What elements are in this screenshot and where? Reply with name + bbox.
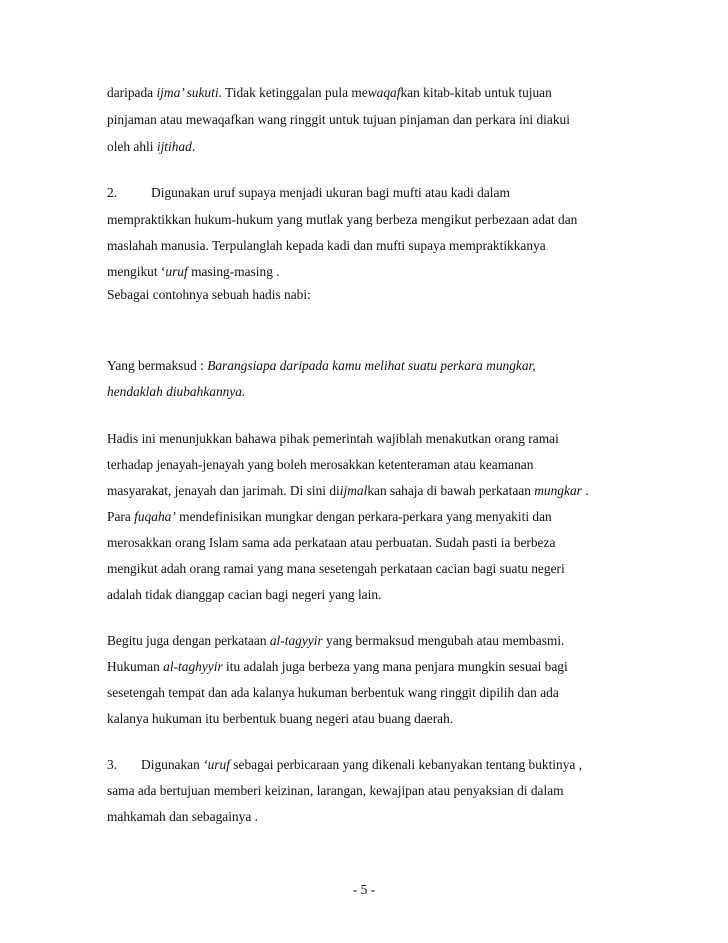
text-span: oleh ahli <box>107 139 157 154</box>
text-span: Sebagai contohnya sebuah hadis nabi: <box>107 287 311 302</box>
text-span: Tidak ketinggalan pula me <box>221 85 368 100</box>
text-span: masing-masing . <box>187 264 280 279</box>
text-line <box>107 809 258 825</box>
italic-term: hendaklah diubahkannya. <box>107 384 246 399</box>
text-span: adalah tidak dianggap cacian bagi negeri yang lain. <box>107 587 382 602</box>
text-span: merosakkan orang Islam sama ada perkataan atau perbuatan. Sudah pasti ia berbeza <box>107 535 556 550</box>
text-span: sebagai perbicaraan yang dikenali kebanyakan tentang buktinya , <box>229 757 583 772</box>
italic-term: ‘uruf <box>203 757 230 772</box>
text-span: Begitu juga dengan perkataan <box>107 633 270 648</box>
text-line <box>107 287 311 303</box>
text-line <box>107 212 577 228</box>
text-span: Hukuman <box>107 659 164 674</box>
text-span: . <box>581 483 589 498</box>
italic-term: ijtihad <box>156 139 192 154</box>
italic-term: al-taghyyir <box>163 659 223 674</box>
text-line <box>107 561 565 577</box>
text-line <box>107 509 552 525</box>
text-line <box>107 384 245 400</box>
text-span: . <box>191 139 196 154</box>
text-span: sama ada bertujuan memberi keizinan, larangan, kewajipan atau penyaksian di dalam <box>107 783 564 798</box>
text-span: mempraktikkan hukum-hukum yang mutlak yang berbeza mengikut perbezaan adat dan <box>107 212 578 227</box>
italic-term: al-tagyyir <box>269 633 323 648</box>
text-span: pinjaman atau mewaqafkan wang ringgit untuk tujuan pinjaman dan perkara ini diakui <box>107 112 570 127</box>
text-line <box>107 711 453 727</box>
text-span: yang bermaksud mengubah atau membasmi. <box>322 633 565 648</box>
text-span: mendefinisikan mungkar dengan perkara-perkara yang menyakiti dan <box>175 509 552 524</box>
text-span: Digunakan <box>141 757 204 772</box>
text-span: maslahah manusia. Terpulanglah kepada kadi dan mufti supaya mempraktikkanya <box>107 238 546 253</box>
text-span: masyarakat, jenayah dan jarimah. Di sini di <box>107 483 340 498</box>
text-line <box>107 587 381 603</box>
text-line <box>107 783 564 799</box>
text-line <box>107 112 570 128</box>
text-span: mengikut ‘ <box>107 264 166 279</box>
text-span: terhadap jenayah-jenayah yang boleh merosakkan ketenteraman atau keamanan <box>107 457 534 472</box>
text-line <box>107 85 552 101</box>
text-span: kan sahaja di bawah perkataan <box>367 483 535 498</box>
text-line <box>107 483 589 499</box>
text-span: kalanya hukuman itu berbentuk buang negeri atau buang daerah. <box>107 711 454 726</box>
italic-term: ijmal <box>339 483 368 498</box>
text-span: daripada <box>107 85 157 100</box>
italic-term: fuqaha’ <box>134 509 176 524</box>
text-line <box>107 358 536 374</box>
text-span: 3. <box>107 757 118 772</box>
text-span: itu adalah juga berbeza yang mana penjara mungkin sesuai bagi <box>222 659 568 674</box>
text-line <box>107 633 564 649</box>
text-line <box>107 457 533 473</box>
text-span: Hadis ini menunjukkan bahawa pihak pemerintah wajiblah menakutkan orang ramai <box>107 431 559 446</box>
text-line <box>107 431 559 447</box>
text-line <box>107 185 510 201</box>
text-line <box>107 264 280 280</box>
italic-term: uruf <box>165 264 188 279</box>
page-number: - 5 - <box>352 882 376 897</box>
italic-term: ijma’ sukuti. <box>156 85 222 100</box>
text-span: Digunakan uruf supaya menjadi ukuran bagi mufti atau kadi dalam <box>151 185 510 200</box>
text-line <box>107 685 559 701</box>
text-span: Yang bermaksud : <box>107 358 208 373</box>
text-span: mahkamah dan sebagainya . <box>107 809 258 824</box>
text-span: sesetengah tempat dan ada kalanya hukuman berbentuk wang ringgit dipilih dan ada <box>107 685 559 700</box>
italic-term: mungkar <box>534 483 582 498</box>
text-span: mengikut adah orang ramai yang mana sesetengah perkataan cacian bagi suatu negeri <box>107 561 565 576</box>
italic-term: Barangsiapa daripada kamu melihat suatu perkara mungkar, <box>207 358 536 373</box>
text-span: kan kitab-kitab untuk tujuan <box>400 85 552 100</box>
text-span: Para <box>107 509 135 524</box>
text-line <box>107 238 546 254</box>
text-line <box>107 757 582 773</box>
text-line <box>107 659 568 675</box>
italic-term: waqaf <box>367 85 401 100</box>
text-span: 2. <box>107 185 118 200</box>
text-line <box>107 535 555 551</box>
text-line <box>107 139 195 155</box>
